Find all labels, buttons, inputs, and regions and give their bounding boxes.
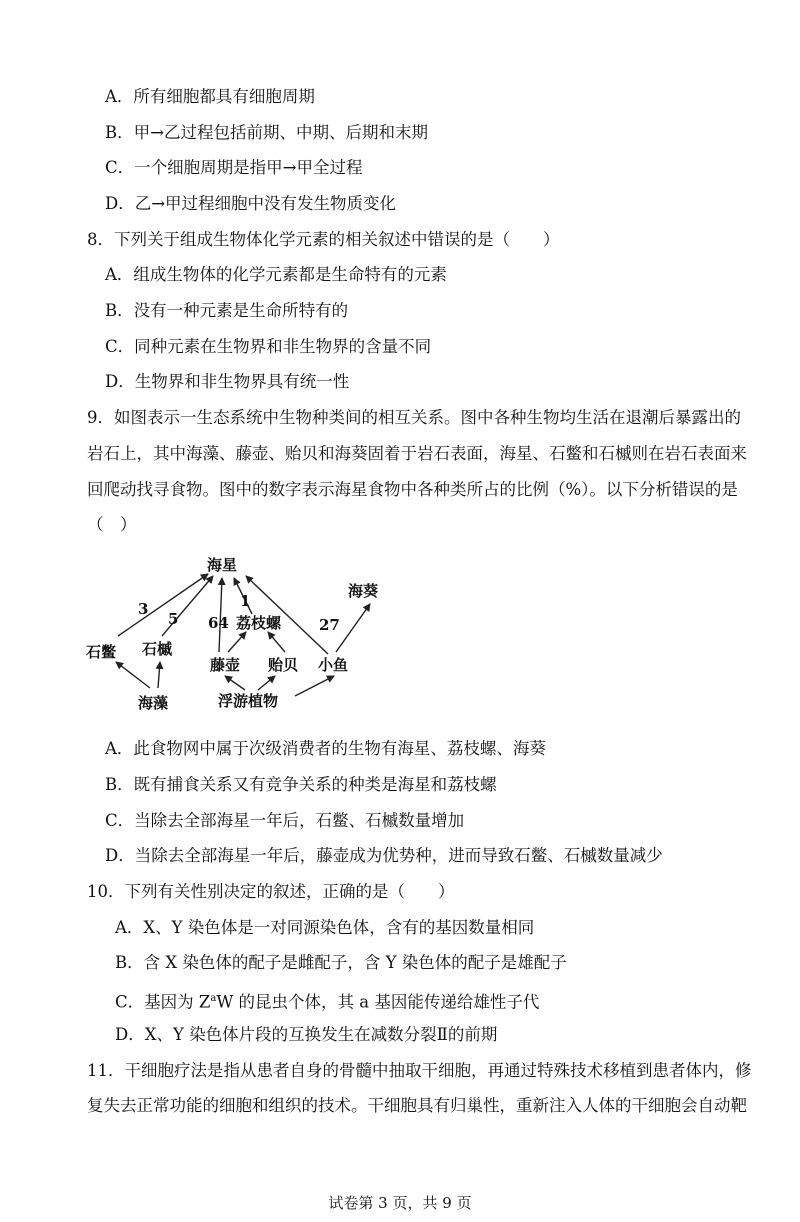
arrow-fuyou-to-xiaoyu [295,676,334,696]
label-percent-shiqi: 5 [168,610,179,628]
q9-option-d: D．当除去全部海星一年后，藤壶成为优势种，进而导致石鳖、石槭数量减少 [105,846,663,865]
q10-option-b: B．含 X 染色体的配子是雌配子，含 Y 染色体的配子是雄配子 [115,953,567,972]
node-yibei: 贻贝 [268,656,299,674]
node-fuyou: 浮游植物 [218,692,279,710]
node-haikui: 海葵 [348,582,379,600]
arrow-yibei-to-lizhiluo [268,632,285,652]
node-xiaoyu: 小鱼 [318,656,349,674]
arrow-tenghu-to-lizhiluo [228,632,246,652]
q11-line-2: 复失去正常功能的细胞和组织的技术。干细胞具有归巢性，重新注入人体的干细胞会自动靶 [87,1096,747,1115]
q10-option-a: A．X、Y 染色体是一对同源染色体，含有的基因数量相同 [115,918,535,937]
q9-stem-line-2: 岩石上，其中海藻、藤壶、贻贝和海葵固着于岩石表面，海星、石鳖和石槭则在岩石表面来 [87,444,747,463]
arrow-fuyou-to-yibei [258,676,275,690]
q8-option-a: A．组成生物体的化学元素都是生命特有的元素 [105,265,447,284]
q10-option-c-pre: C．基因为 Z [115,992,211,1012]
arrow-fuyou-to-tenghu [225,676,245,690]
node-haizao: 海藻 [138,694,169,712]
q7-option-c: C．一个细胞周期是指甲→甲全过程 [105,158,363,177]
page-footer: 试卷第 3 页，共 9 页 [328,1194,472,1212]
q9-stem-line-4: （ ） [87,515,137,534]
q7-option-a: A．所有细胞都具有细胞周期 [105,87,315,106]
q7-option-b: B．甲→乙过程包括前期、中期、后期和末期 [105,123,428,142]
q10-option-c-superscript: a [210,993,217,1004]
node-shibie: 石鳖 [86,643,117,661]
arrow-xiaoyu-to-haikui [336,604,370,652]
q8-stem: 8．下列关于组成生物体化学元素的相关叙述中错误的是（ ） [87,230,560,249]
q9-option-c: C．当除去全部海星一年后，石鳖、石槭数量增加 [105,811,465,830]
q7-option-d: D．乙→甲过程细胞中没有发生物质变化 [105,194,397,213]
q9-option-a: A．此食物网中属于次级消费者的生物有海星、荔枝螺、海葵 [105,739,546,758]
q10-option-c-post: W 的昆虫个体，其 a 基因能传递给雄性子代 [216,992,540,1012]
q10-option-c [115,988,539,1014]
node-lizhiluo: 荔枝螺 [236,614,282,632]
arrow-shibie-to-haixing [118,574,208,636]
q9-stem-line-1: 9．如图表示一生态系统中生物种类间的相互关系。图中各种生物均生活在退潮后暴露出的 [87,408,741,427]
label-percent-tenghu: 64 [208,614,229,632]
label-percent-lizhiluo: 1 [240,592,251,610]
q9-stem-line-3: 回爬动找寻食物。图中的数字表示海星食物中各种类所占的比例（%）。以下分析错误的是 [87,480,738,499]
q8-option-c: C．同种元素在生物界和非生物界的含量不同 [105,337,432,356]
q10-stem: 10．下列有关性别决定的叙述，正确的是（ ） [87,882,455,901]
label-percent-shibie: 3 [138,600,149,618]
q10-option-d: D．X、Y 染色体片段的互换发生在减数分裂Ⅱ的前期 [115,1025,498,1044]
node-tenghu: 藤壶 [210,656,241,674]
node-haixing: 海星 [207,556,238,574]
q9-option-b: B．既有捕食关系又有竞争关系的种类是海星和荔枝螺 [105,775,497,794]
arrow-haizao-to-shiqi [158,662,160,688]
q8-option-d: D．生物界和非生物界具有统一性 [105,372,350,391]
food-web-diagram [80,548,400,720]
node-shiqi: 石槭 [142,640,173,658]
q8-option-b: B．没有一种元素是生命所特有的 [105,301,349,320]
q11-line-1: 11．干细胞疗法是指从患者自身的骨髓中抽取干细胞，再通过特殊技术移植到患者体内，修 [87,1061,752,1080]
label-percent-yibei-xiaoyu: 27 [319,616,340,634]
arrow-haizao-to-shibie [116,662,150,688]
